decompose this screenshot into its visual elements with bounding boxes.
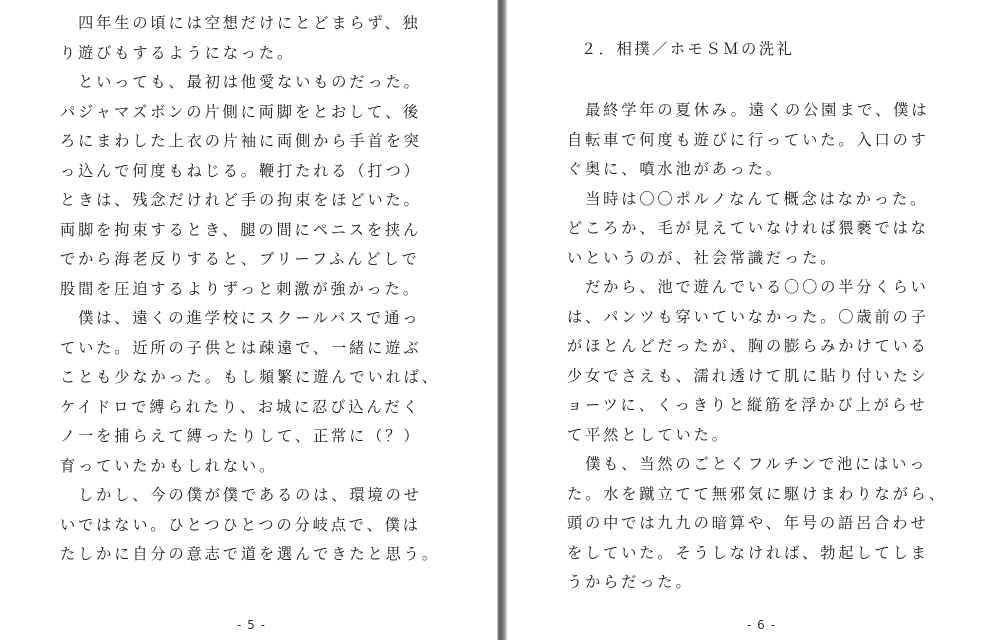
text-line: は、パンツも穿いていなかった。〇歳前の子: [567, 307, 929, 326]
paragraph: [60, 68, 460, 304]
paragraph: [60, 9, 460, 68]
text-line: 僕は、遠くの進学校にスクールバスで通っ: [60, 309, 421, 327]
text-line: 少女でさえも、濡れ透けて肌に貼り付いたシ: [567, 366, 929, 385]
paragraph: [567, 273, 967, 450]
text-line: 最終学年の夏休み。遠くの公園まで、僕は: [567, 101, 930, 119]
text-line: がほとんどだったが、胸の膨らみかけている: [567, 337, 929, 355]
text-line: ノ一を捕らえて縛ったりして、正常に（？）: [60, 427, 422, 445]
text-line: パジャマズボンの片側に両脚をとおして、後: [60, 102, 422, 121]
text-line: り遊びもするようになった。: [60, 43, 296, 62]
text-line: 両脚を拘束するとき、腿の間にペニスを挟ん: [60, 220, 422, 239]
left-page: [0, 0, 497, 640]
text-line: しかし、今の僕が僕であるのは、環境のせ: [60, 486, 422, 504]
text-line: 当時は〇〇ポルノなんて概念はなかった。: [567, 189, 929, 208]
right-page-body: [567, 96, 967, 598]
text-line: 頭の中では九九の暗算や、年号の語呂合わせ: [567, 514, 929, 532]
text-line: 育っていたかもしれない。: [60, 456, 278, 475]
text-line: ときは、残念だけれど手の拘束をほどいた。: [60, 191, 422, 209]
text-line: 股間を圧迫するよりずっと刺激が強かった。: [60, 279, 421, 298]
text-line: いではない。ひとつひとつの分岐点で、僕は: [60, 515, 421, 534]
text-line: て平然としていた。: [567, 425, 730, 444]
text-line: ことも少なかった。もし頻繁に遊んでいれば、: [60, 368, 440, 386]
text-line: た。水を蹴立てて無邪気に駆けまわりながら、: [567, 484, 947, 503]
text-line: ぐ奥に、噴水池があった。: [567, 160, 784, 178]
text-line: でから海老反りすると、ブリーフふんどしで: [60, 250, 420, 268]
page-number: - 5 -: [237, 618, 266, 632]
text-line: ョーツに、くっきりと縦筋を浮かび上がらせ: [567, 396, 928, 414]
text-line: うからだった。: [567, 573, 694, 591]
text-line: をしていた。そうしなければ、勃起してしま: [567, 543, 929, 562]
book-gutter: [497, 0, 507, 640]
page-number: - 6 -: [747, 618, 776, 632]
paragraph: [60, 304, 460, 481]
text-line: 自転車で何度も遊びに行っていた。入口のす: [567, 130, 929, 149]
text-line: っ込んで何度もねじる。鞭打たれる（打つ）: [60, 161, 422, 180]
right-page: [507, 0, 1000, 640]
chapter-heading: ２．相撲／ホモＳＭの洗礼: [581, 40, 795, 58]
paragraph: [567, 185, 967, 274]
paragraph: [567, 450, 967, 598]
text-line: ケイドロで縛られたり、お城に忍び込んだく: [60, 397, 421, 416]
text-line: 四年生の頃には空想だけにとどまらず、独: [60, 14, 421, 32]
text-line: たしかに自分の意志で道を選んできたと思う。: [60, 545, 440, 563]
paragraph: [567, 96, 967, 185]
text-line: だから、池で遊んでいる〇〇の半分くらい: [567, 278, 929, 296]
text-line: ていた。近所の子供とは疎遠で、一緒に遊ぶ: [60, 338, 422, 357]
text-line: 僕も、当然のごとくフルチンで池にはいっ: [567, 455, 928, 473]
text-line: ろにまわした上衣の片袖に両側から手首を突: [60, 132, 422, 150]
text-line: いというのが、社会常識だった。: [567, 248, 839, 267]
paragraph: [60, 481, 460, 570]
text-line: といっても、最初は他愛ないものだった。: [60, 73, 422, 91]
text-line: どころか、毛が見えていなければ猥褻ではな: [567, 219, 929, 237]
left-page-body: [60, 9, 460, 570]
